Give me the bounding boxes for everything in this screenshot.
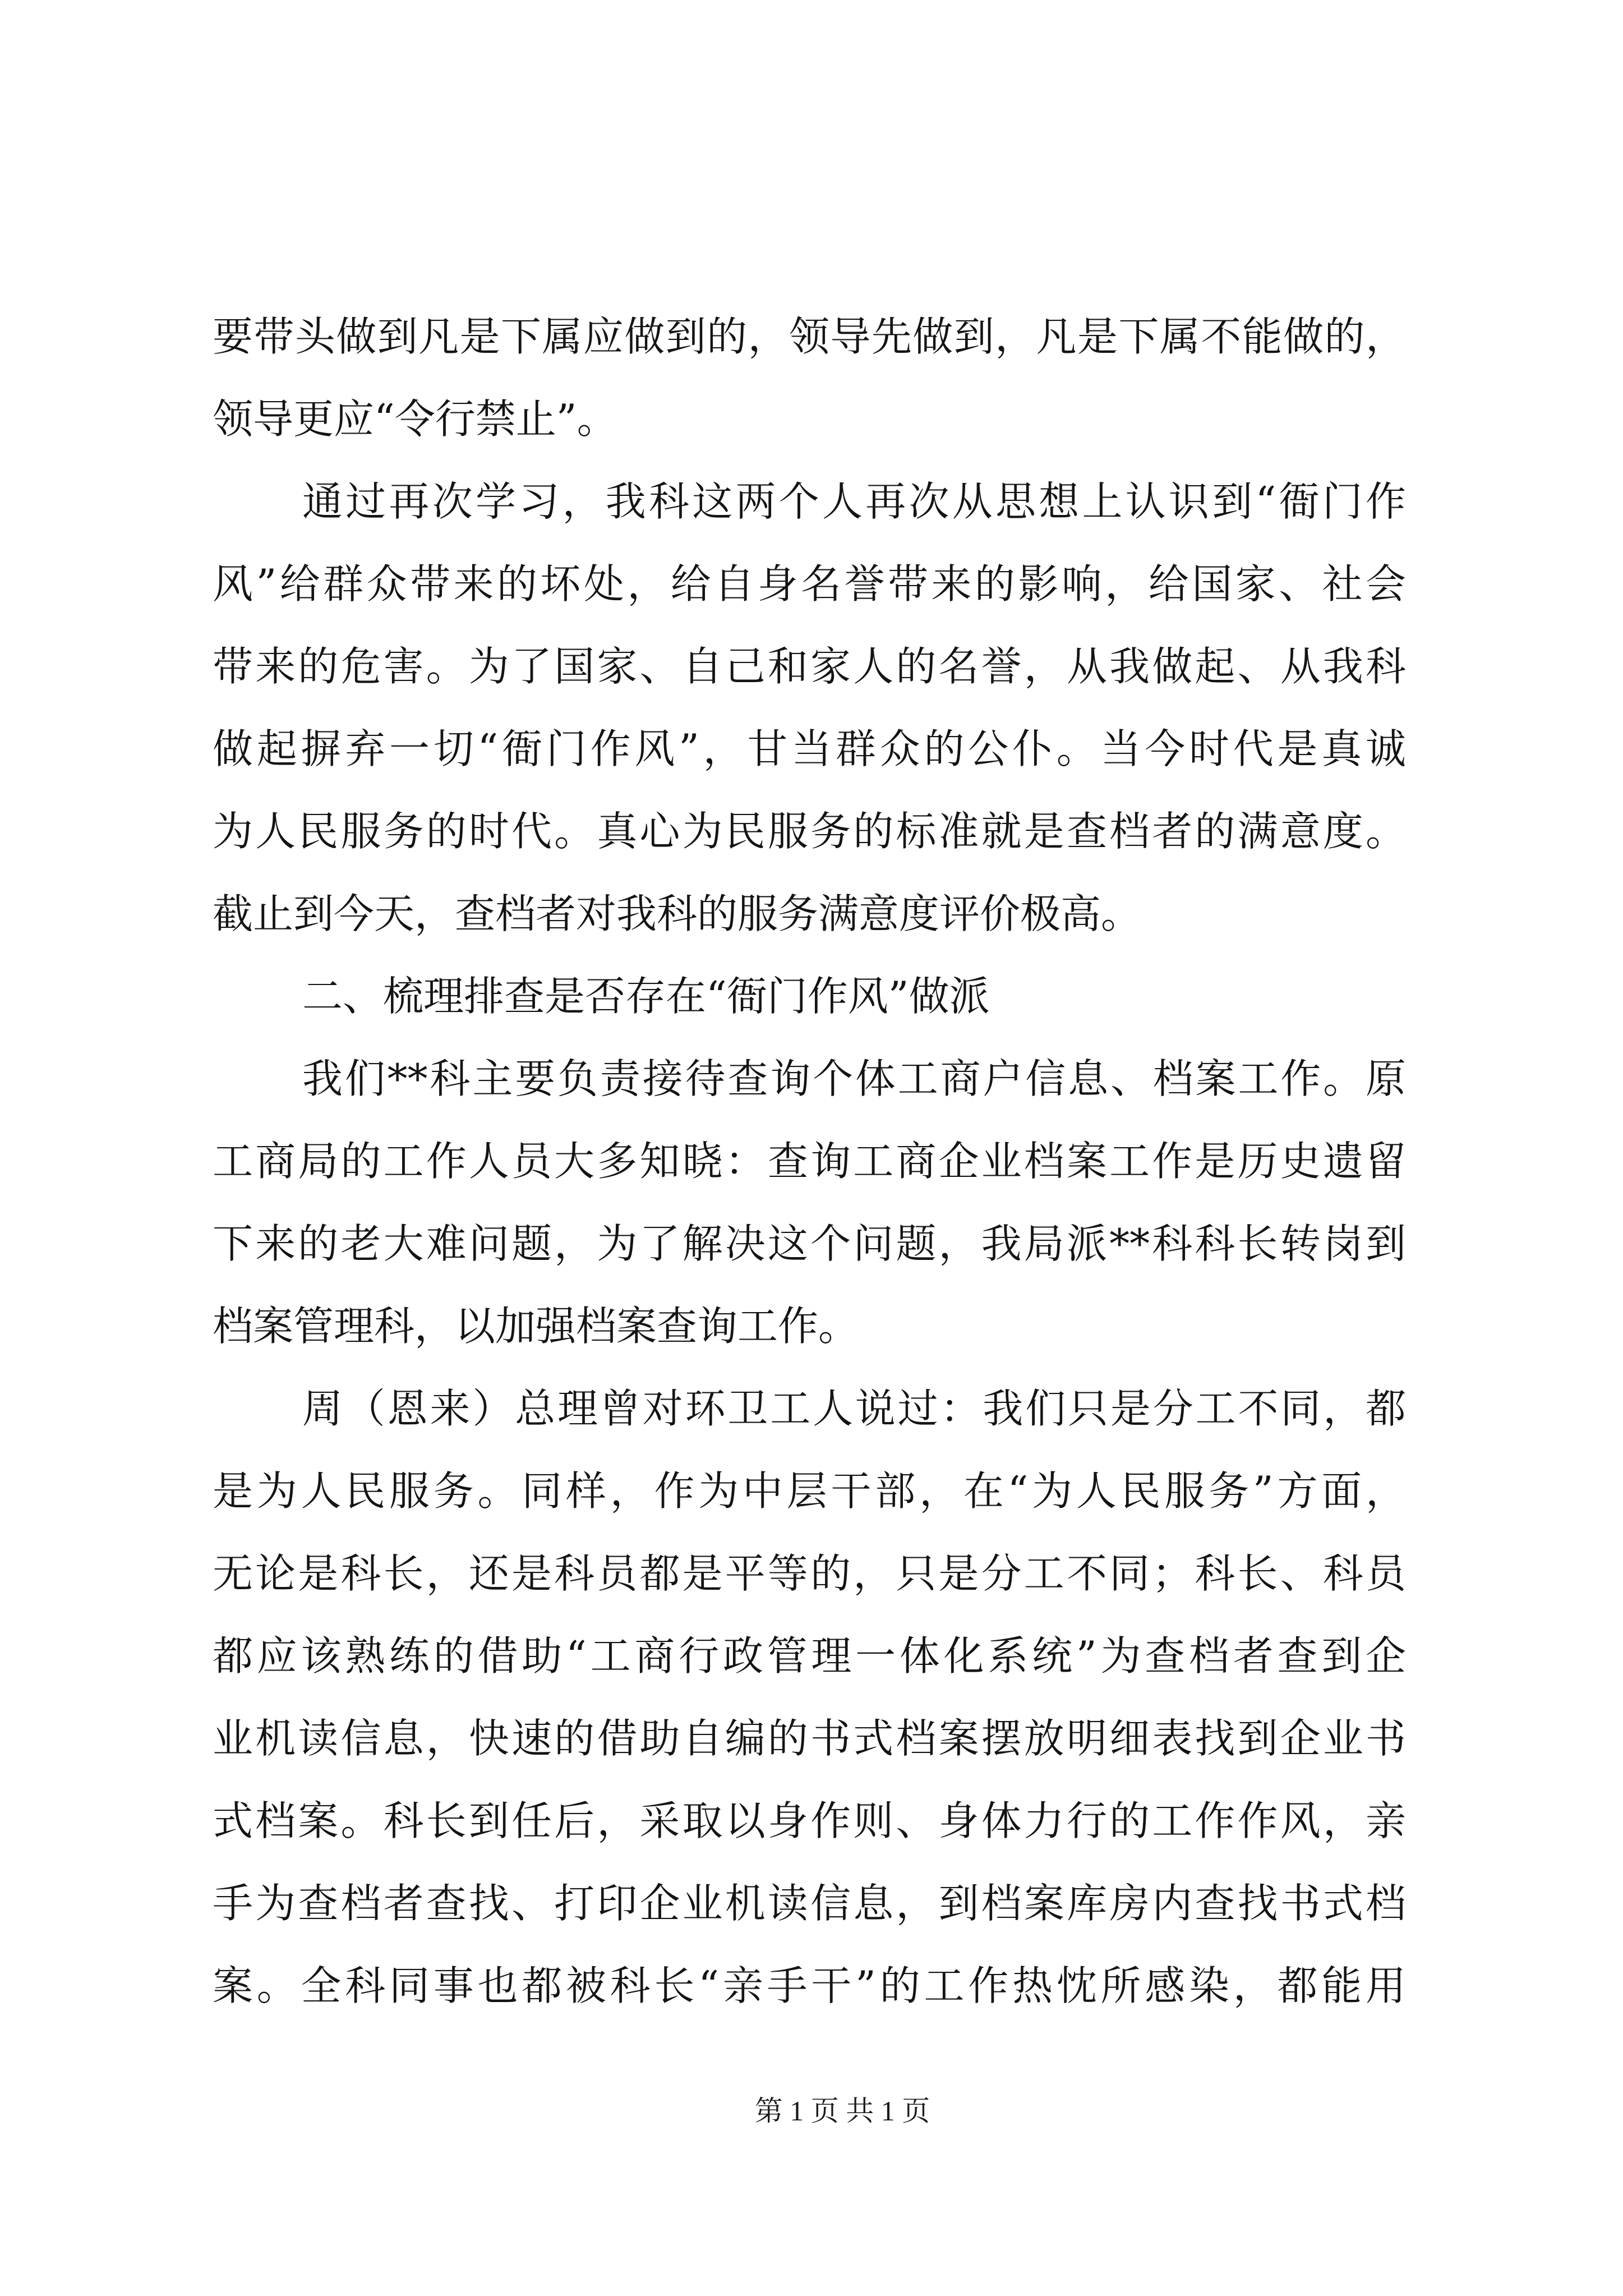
text-line: 要带头做到凡是下属应做到的，领导先做到，凡是下属不能做的， [213, 313, 1406, 360]
text-line: 我们**科主要负责接待查询个体工商户信息、档案工作。原 [302, 1055, 1406, 1102]
text-line: 案。全科同事也都被科长“亲手干”的工作热忱所感染，都能用 [213, 1962, 1406, 2009]
page-footer: 第 1 页 共 1 页 [754, 2095, 930, 2127]
text-line: 下来的老大难问题，为了解决这个问题，我局派**科科长转岗到 [213, 1220, 1406, 1267]
section-heading-text: 二、梳理排查是否存在“衙门作风”做派 [302, 973, 990, 1020]
text-line: 为人民服务的时代。真心为民服务的标准就是查档者的满意度。 [213, 808, 1406, 855]
text-line: 领导更应“令行禁止”。 [213, 395, 617, 443]
section-heading [213, 955, 1406, 1038]
text-line: 都应该熟练的借助“工商行政管理一体化系统”为查档者查到企 [213, 1632, 1406, 1680]
text-line: 无论是科长，还是科员都是平等的，只是分工不同；科长、科员 [213, 1550, 1406, 1597]
text-line: 业机读信息，快速的借助自编的书式档案摆放明细表找到企业书 [213, 1715, 1406, 1762]
paragraph-continued [213, 296, 1406, 461]
text-line: 做起摒弃一切“衙门作风”，甘当群众的公仆。当今时代是真诚 [213, 725, 1406, 772]
text-line: 风”给群众带来的坏处，给自身名誉带来的影响，给国家、社会 [213, 560, 1406, 608]
text-line: 档案管理科，以加强档案查询工作。 [213, 1303, 859, 1350]
paragraph [213, 1368, 1406, 2027]
text-line: 通过再次学习，我科这两个人再次从思想上认识到“衙门作 [302, 478, 1406, 525]
text-line: 截止到今天，查档者对我科的服务满意度评价极高。 [213, 890, 1142, 937]
text-line: 是为人民服务。同样，作为中层干部，在“为人民服务”方面， [213, 1467, 1406, 1515]
text-line: 工商局的工作人员大多知晓：查询工商企业档案工作是历史遗留 [213, 1138, 1406, 1185]
paragraph [213, 461, 1406, 955]
text-line: 带来的危害。为了国家、自己和家人的名誉，从我做起、从我科 [213, 643, 1406, 690]
text-line: 手为查档者查找、打印企业机读信息，到档案库房内查找书式档 [213, 1880, 1406, 1927]
text-line: 周（恩来）总理曾对环卫工人说过：我们只是分工不同，都 [302, 1385, 1406, 1432]
paragraph [213, 1038, 1406, 1368]
text-line: 式档案。科长到任后，采取以身作则、身体力行的工作作风，亲 [213, 1797, 1406, 1844]
body-text [213, 296, 1406, 2027]
